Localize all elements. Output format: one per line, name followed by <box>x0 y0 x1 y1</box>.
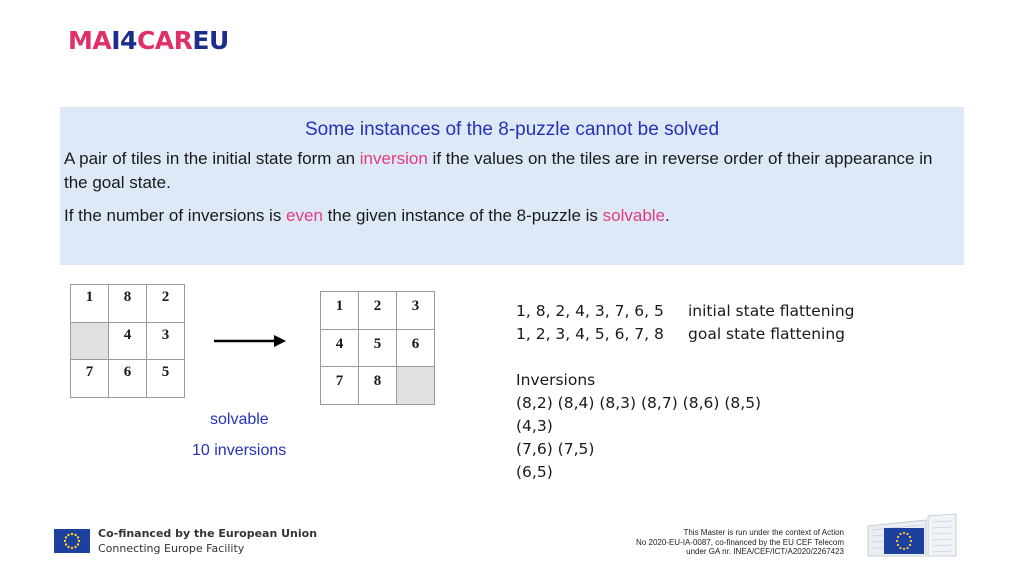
goal-state-grid <box>320 291 435 405</box>
even-term: even <box>286 206 323 225</box>
logo-part-eu: EU <box>192 26 229 55</box>
grid-cell: 7 <box>71 360 109 398</box>
grid-cell: 2 <box>359 292 397 330</box>
action-line: No 2020-EU-IA-0087, co-financed by the EU CEF Telecom <box>636 537 844 547</box>
logo-part-ma: MA <box>68 26 112 55</box>
definition-text-b: if the values on the tiles are in reverse order of their appearance in the goal state. <box>64 149 933 192</box>
inversion-line: (7,6) (7,5) <box>516 440 595 458</box>
initial-state-grid <box>70 284 185 398</box>
action-line: This Master is run under the context of Action <box>683 528 844 537</box>
arrow-right-icon <box>214 333 286 349</box>
solvable-label: solvable <box>210 411 269 428</box>
grid-cell: 8 <box>359 367 397 405</box>
inversion-line: (4,3) <box>516 417 553 435</box>
inversion-line: (8,2) (8,4) (8,3) (8,7) (8,6) (8,5) <box>516 394 762 412</box>
solvable-term: solvable <box>602 206 666 225</box>
grid-cell: 5 <box>147 360 185 398</box>
inversions-heading: Inversions <box>516 371 596 389</box>
grid-cell: 1 <box>321 292 359 330</box>
european-commission-logo-icon <box>866 512 958 558</box>
grid-cell: 5 <box>359 329 397 367</box>
goal-flattening-sequence: 1, 2, 3, 4, 5, 6, 7, 8 <box>516 325 664 343</box>
grid-cell: 4 <box>321 329 359 367</box>
action-notice <box>584 528 844 557</box>
logo-part-i4: I4 <box>111 26 137 55</box>
definition-text-a: A pair of tiles in the initial state form an <box>64 149 360 168</box>
inversion-line: (6,5) <box>516 463 553 481</box>
initial-flattening-sequence: 1, 8, 2, 4, 3, 7, 6, 5 <box>516 302 664 320</box>
grid-cell: 6 <box>109 360 147 398</box>
mai4careu-logo <box>68 26 229 56</box>
blank-cell <box>71 322 109 360</box>
slide-title: Some instances of the 8-puzzle cannot be solved <box>304 119 720 140</box>
grid-cell: 3 <box>397 292 435 330</box>
info-box <box>60 107 964 265</box>
rule-text-b: the given instance of the 8-puzzle is <box>322 206 603 225</box>
grid-cell: 4 <box>109 322 147 360</box>
grid-cell: 7 <box>321 367 359 405</box>
grid-cell: 2 <box>147 285 185 323</box>
facility-text: Connecting Europe Facility <box>98 542 245 555</box>
grid-cell: 8 <box>109 285 147 323</box>
eu-flag-icon <box>54 529 90 553</box>
action-line: under GA nr. INEA/CEF/ICT/A2020/2267423 <box>686 547 844 556</box>
initial-flattening-label: initial state flattening <box>688 302 855 320</box>
goal-flattening-label: goal state flattening <box>688 325 845 343</box>
grid-cell: 3 <box>147 322 185 360</box>
logo-part-car: CAR <box>136 26 193 55</box>
inversion-definition <box>64 147 944 195</box>
cofinanced-text: Co-financed by the European Union <box>98 527 318 540</box>
inversion-term: inversion <box>359 149 428 168</box>
solvability-rule <box>64 204 944 228</box>
rule-text-a: If the number of inversions is <box>64 206 287 225</box>
inversion-count-label: 10 inversions <box>192 442 287 459</box>
cofinanced-notice <box>98 526 317 556</box>
rule-text-c: . <box>665 206 670 225</box>
grid-cell: 1 <box>71 285 109 323</box>
inversions-list <box>516 369 761 484</box>
blank-cell <box>397 367 435 405</box>
grid-cell: 6 <box>397 329 435 367</box>
